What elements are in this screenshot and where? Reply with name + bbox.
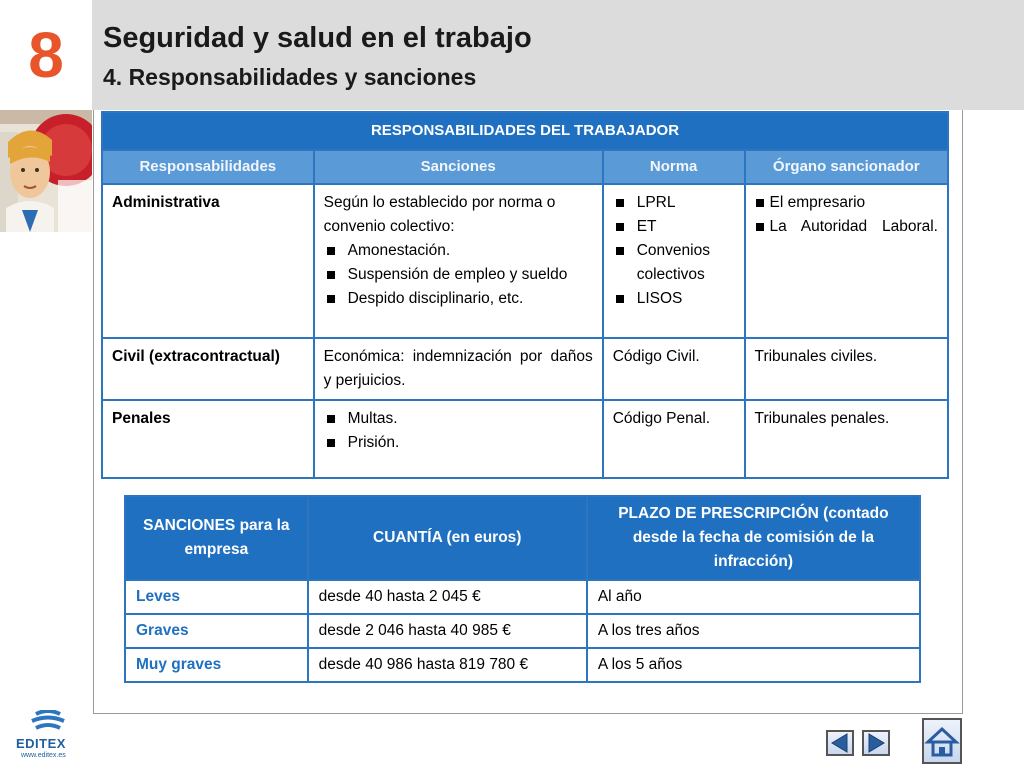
column-header: CUANTÍA (en euros) — [308, 496, 587, 580]
plazo-cell: A los tres años — [587, 614, 920, 648]
chapter-number: 8 — [28, 19, 64, 91]
list-item: Prisión. — [324, 431, 593, 455]
list-item: El empresario — [755, 191, 938, 215]
table-row — [102, 400, 948, 478]
table-row — [125, 580, 920, 614]
page-title: Seguridad y salud en el trabajo — [103, 22, 532, 54]
row-label: Civil (extracontractual) — [102, 338, 314, 400]
sanciones-cell: Económica: indemnización por daños y perjuicios. — [314, 338, 603, 400]
column-header: Responsabilidades — [102, 150, 314, 184]
sanciones-cell — [314, 184, 603, 338]
column-header: Sanciones — [314, 150, 603, 184]
nivel-cell: Leves — [125, 580, 308, 614]
next-button[interactable] — [862, 730, 890, 756]
home-icon — [924, 720, 960, 762]
previous-button[interactable] — [826, 730, 854, 756]
sanciones-intro: Según lo establecido por norma o convenio colectivo: — [323, 194, 556, 235]
sanciones-cell — [314, 400, 603, 478]
list-item: Convenios colectivos — [613, 239, 735, 287]
list-item: Despido disciplinario, etc. — [324, 287, 593, 311]
cuantia-cell: desde 40 986 hasta 819 780 € — [308, 648, 587, 682]
cuantia-cell: desde 40 hasta 2 045 € — [308, 580, 587, 614]
nivel-cell: Graves — [125, 614, 308, 648]
chapter-box — [0, 0, 92, 110]
header-band — [92, 0, 1024, 110]
column-header: PLAZO DE PRESCRIPCIÓN (contado desde la fecha de comisión de la infracción) — [587, 496, 920, 580]
table-row — [102, 184, 948, 338]
previous-arrow-icon — [828, 732, 852, 754]
list-item: La Autoridad Laboral. — [755, 215, 938, 239]
column-header: Norma — [603, 150, 745, 184]
norma-cell: Código Penal. — [603, 400, 745, 478]
norma-cell — [603, 184, 745, 338]
table-row — [125, 614, 920, 648]
list-item: LISOS — [613, 287, 735, 311]
responsabilidades-table — [101, 111, 949, 479]
table-caption: RESPONSABILIDADES DEL TRABAJADOR — [102, 112, 948, 150]
row-label: Penales — [102, 400, 314, 478]
next-arrow-icon — [864, 732, 888, 754]
list-item: Amonestación. — [324, 239, 593, 263]
nivel-cell: Muy graves — [125, 648, 308, 682]
organo-cell — [745, 184, 948, 338]
column-header: SANCIONES para la empresa — [125, 496, 308, 580]
logo-text: EDITEX — [16, 736, 66, 751]
worker-illustration — [0, 110, 92, 232]
sanciones-empresa-table — [124, 495, 921, 683]
list-item: LPRL — [613, 191, 735, 215]
table-row — [102, 338, 948, 400]
cuantia-cell: desde 2 046 hasta 40 985 € — [308, 614, 587, 648]
logo-url: www.editex.es — [21, 752, 66, 759]
list-item: ET — [613, 215, 735, 239]
column-header: Órgano sancionador — [745, 150, 948, 184]
page-subtitle: 4. Responsabilidades y sanciones — [103, 64, 477, 90]
home-button[interactable] — [922, 718, 962, 764]
plazo-cell: A los 5 años — [587, 648, 920, 682]
organo-cell: Tribunales civiles. — [745, 338, 948, 400]
list-item: Multas. — [324, 407, 593, 431]
plazo-cell: Al año — [587, 580, 920, 614]
list-item: Suspensión de empleo y sueldo — [324, 263, 593, 287]
norma-cell: Código Civil. — [603, 338, 745, 400]
table-row — [125, 648, 920, 682]
row-label: Administrativa — [102, 184, 314, 338]
organo-cell: Tribunales penales. — [745, 400, 948, 478]
